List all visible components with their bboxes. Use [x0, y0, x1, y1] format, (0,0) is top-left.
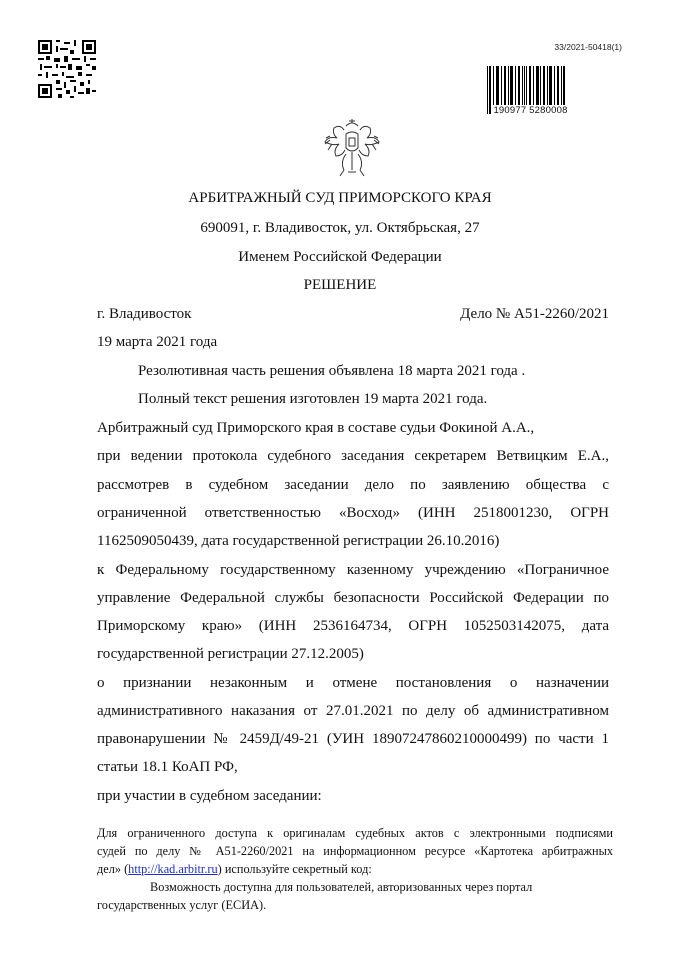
- city: г. Владивосток: [97, 306, 192, 322]
- paragraph-participants: при участии в судебном заседании:: [97, 788, 322, 804]
- paragraph-subject-line-1: о признании незаконным и отмене постановления о назначении: [97, 675, 609, 691]
- paragraph-subject-line-3: правонарушении № 2459Д/49-21 (УИН 18907247860210000499) по части 1: [97, 731, 609, 747]
- paragraph-subject-line-4: статьи 18.1 КоАП РФ,: [97, 759, 238, 775]
- in-name-of-federation: Именем Российской Федерации: [238, 249, 442, 265]
- court-address: 690091, г. Владивосток, ул. Октябрьская, 27: [200, 220, 480, 236]
- document-type-title: РЕШЕНИЕ: [303, 277, 377, 293]
- paragraph-court-composition: Арбитражный суд Приморского края в составе судьи Фокиной А.А.,: [97, 420, 535, 436]
- qr-code: [38, 40, 96, 98]
- document-id: 33/2021-50418(1): [554, 42, 622, 52]
- paragraph-defendant-line-2: управление Федеральной службы безопасности Российской Федерации по: [97, 590, 609, 606]
- decision-date: 19 марта 2021 года: [97, 334, 218, 350]
- paragraph-operative-part: Резолютивная часть решения объявлена 18 марта 2021 года .: [138, 363, 526, 379]
- footer-line-3-suffix: ) используйте секретный код:: [217, 862, 372, 876]
- paragraph-defendant-line-1: к Федеральному государственному казенному учреждению «Пограничное: [97, 562, 609, 578]
- paragraph-claim-line-1: рассмотрев в судебном заседании дело по заявлению общества с: [97, 477, 609, 493]
- paragraph-claim-line-3: 1162509050439, дата государственной регистрации 26.10.2016): [97, 533, 500, 549]
- paragraph-defendant-line-3: Приморскому краю» (ИНН 2536164734, ОГРН 1052503142075, дата: [97, 618, 609, 634]
- paragraph-secretary: при ведении протокола судебного заседания секретарем Ветвицким Е.А.,: [97, 448, 609, 464]
- barcode-number: 190977 5280008: [491, 105, 570, 116]
- footer-line-5: государственных услуг (ЕСИА).: [97, 898, 267, 912]
- footer-line-3-prefix: дел» (: [97, 862, 129, 876]
- footer-line-1: Для ограниченного доступа к оригиналам судебных актов с электронными подписями: [97, 826, 613, 840]
- paragraph-full-text: Полный текст решения изготовлен 19 марта 2021 года.: [138, 391, 488, 407]
- footer-line-2: судей по делу № А51-2260/2021 на информационном ресурсе «Картотека арбитражных: [97, 844, 613, 858]
- kad-arbitr-link[interactable]: http://kad.arbitr.ru: [128, 862, 218, 876]
- footer-line-4: Возможность доступна для пользователей, авторизованных через портал: [150, 880, 533, 894]
- paragraph-defendant-line-4: государственной регистрации 27.12.2005): [97, 646, 364, 662]
- coat-of-arms-emblem: [322, 118, 382, 180]
- paragraph-subject-line-2: административного наказания от 27.01.2021 по делу об административном: [97, 703, 609, 719]
- paragraph-claim-line-2: ограниченной ответственностью «Восход» (ИНН 2518001230, ОГРН: [97, 505, 609, 521]
- case-number: Дело № А51-2260/2021: [460, 306, 609, 322]
- footer-line-3: [97, 862, 372, 877]
- court-name: АРБИТРАЖНЫЙ СУД ПРИМОРСКОГО КРАЯ: [188, 190, 492, 206]
